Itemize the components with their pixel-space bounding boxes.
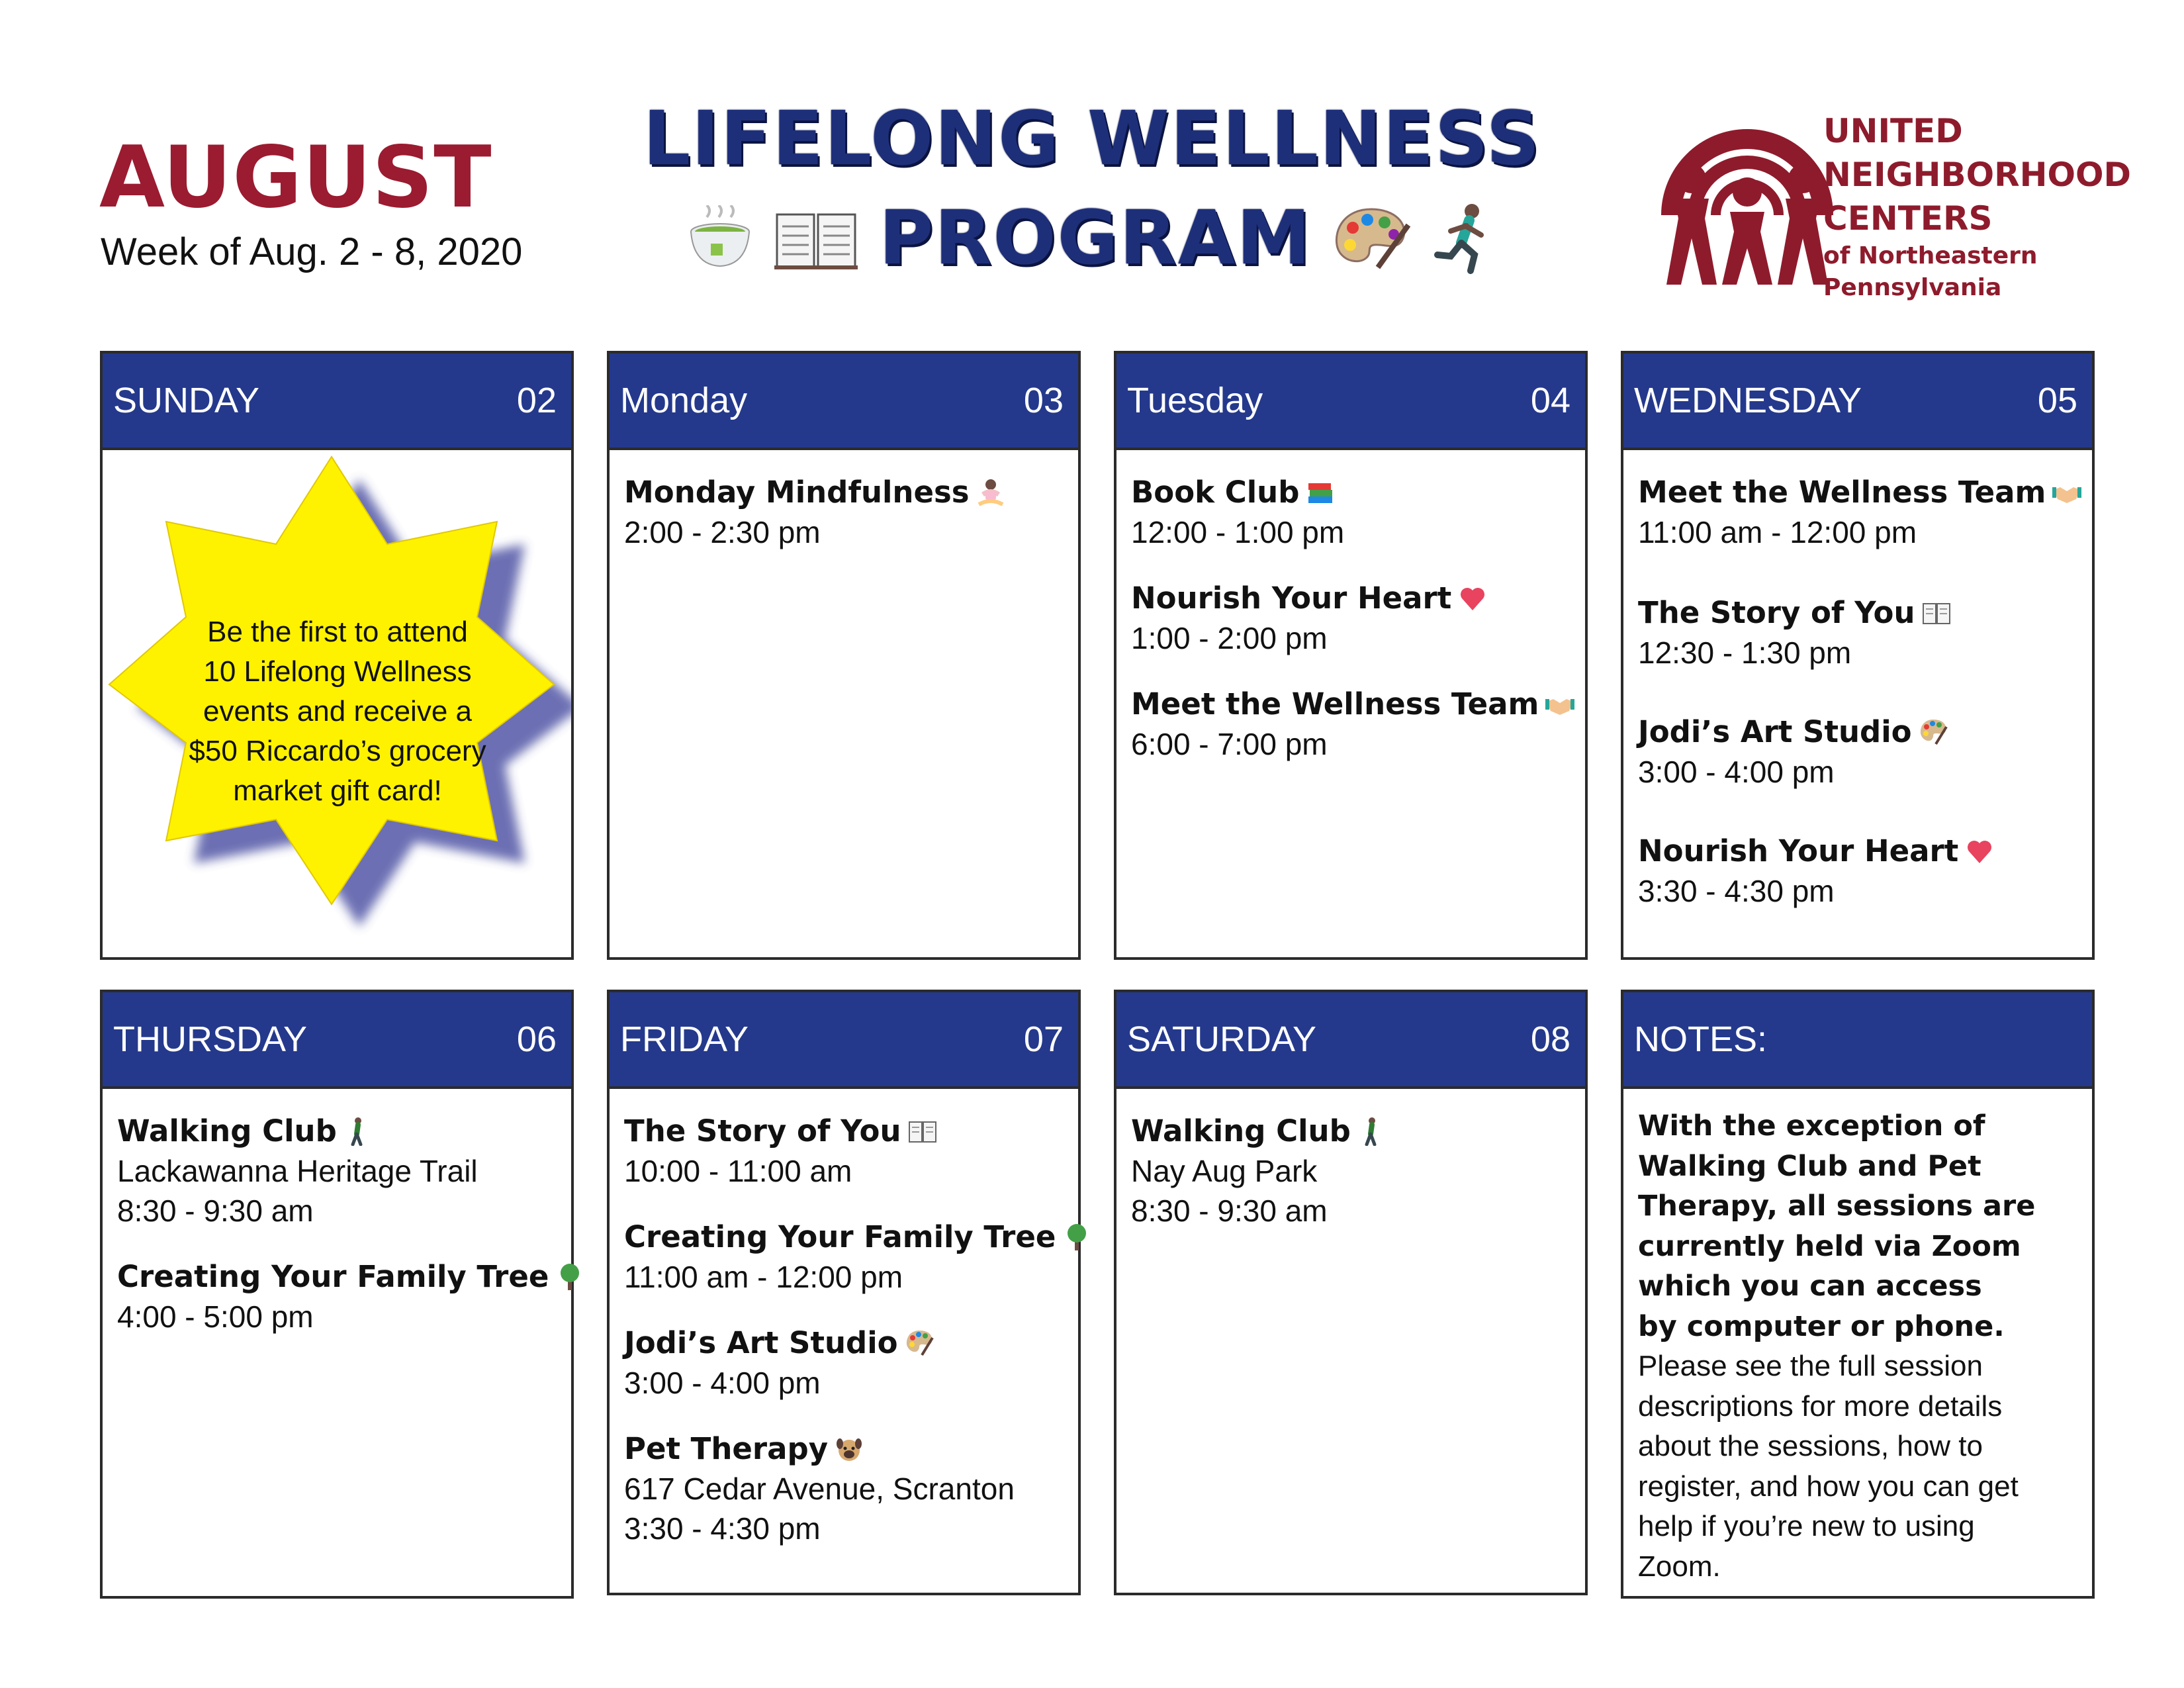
handshake-icon: [2052, 478, 2081, 507]
book-icon: [1922, 598, 1951, 628]
event-title: The Story of You: [624, 1113, 901, 1149]
event: [624, 1111, 1064, 1191]
day-name: Monday: [620, 381, 748, 420]
program-title-line2: PROGRAM: [879, 195, 1312, 281]
day-header: [610, 992, 1078, 1089]
notes-label: NOTES:: [1634, 1019, 1768, 1059]
event-title: Walking Club: [117, 1113, 337, 1149]
event-time: 2:00 - 2:30 pm: [624, 515, 821, 549]
day-date: 05: [2037, 381, 2077, 420]
program-title-line1: LIFELONG WELLNESS: [643, 96, 1541, 182]
event-time: 3:00 - 4:00 pm: [1638, 755, 1835, 789]
event-time: 1:00 - 2:00 pm: [1131, 621, 1328, 655]
event-time: 3:00 - 4:00 pm: [624, 1366, 821, 1400]
event-title: Nourish Your Heart: [1131, 581, 1452, 616]
event-location: Lackawanna Heritage Trail: [117, 1154, 478, 1188]
logo-line1: UNITED: [1823, 112, 1963, 150]
event: [1638, 831, 2077, 911]
day-name: SUNDAY: [113, 381, 260, 420]
event-title: Pet Therapy: [624, 1431, 829, 1466]
program-title: [596, 89, 1588, 288]
day-box-tuesday: [1114, 351, 1588, 960]
day-date: 02: [516, 381, 557, 420]
event: [624, 473, 1064, 552]
event: [1131, 473, 1570, 552]
event-time: 3:30 - 4:30 pm: [624, 1511, 821, 1546]
event-time: 12:00 - 1:00 pm: [1131, 515, 1345, 549]
event: [624, 1217, 1064, 1297]
event-time: 11:00 am - 12:00 pm: [624, 1260, 903, 1294]
dog-icon: [835, 1434, 864, 1464]
event-title: Jodi’s Art Studio: [1638, 714, 1912, 749]
heart-icon: [1965, 837, 1994, 866]
event-title: Monday Mindfulness: [624, 475, 970, 510]
event-time: 8:30 - 9:30 am: [117, 1194, 314, 1228]
event-location: Nay Aug Park: [1131, 1154, 1318, 1188]
walking-icon: [343, 1117, 373, 1146]
day-name: SATURDAY: [1127, 1019, 1317, 1059]
day-box-wednesday: [1621, 351, 2095, 960]
event: [1638, 593, 2077, 673]
logo-line4: of Northeastern: [1823, 242, 2038, 269]
day-header: [610, 353, 1078, 450]
logo-line5: Pennsylvania: [1823, 274, 2002, 301]
meditation-icon: [976, 478, 1005, 507]
event-title: Book Club: [1131, 475, 1300, 510]
day-date: 03: [1023, 381, 1064, 420]
day-box-monday: [607, 351, 1081, 960]
day-name: Tuesday: [1127, 381, 1263, 420]
book-icon: [773, 205, 859, 271]
event-title: The Story of You: [1638, 595, 1915, 630]
day-header: [1116, 992, 1585, 1089]
runner-icon: [1431, 202, 1497, 275]
palette-icon: [905, 1329, 934, 1358]
event-time: 6:00 - 7:00 pm: [1131, 727, 1328, 761]
day-box-thursday: [100, 990, 574, 1599]
week-subtitle: Week of Aug. 2 - 8, 2020: [101, 230, 523, 273]
day-header: [103, 992, 571, 1089]
palette-icon: [1919, 718, 1948, 747]
day-date: 08: [1530, 1019, 1570, 1059]
event-time: 12:30 - 1:30 pm: [1638, 635, 1852, 670]
day-header: [1116, 353, 1585, 450]
day-date: 07: [1023, 1019, 1064, 1059]
tea-icon: [687, 205, 753, 271]
notes-box: [1621, 990, 2095, 1599]
logo-line2: NEIGHBORHOOD: [1823, 156, 2131, 194]
event: [1638, 473, 2077, 552]
day-name: FRIDAY: [620, 1019, 749, 1059]
day-box-sunday: [100, 351, 574, 960]
event-title: Nourish Your Heart: [1638, 833, 1959, 868]
event-title: Creating Your Family Tree: [624, 1219, 1056, 1254]
day-name: THURSDAY: [113, 1019, 308, 1059]
event: [117, 1257, 557, 1336]
handshake-icon: [1545, 690, 1574, 719]
event-title: Walking Club: [1131, 1113, 1351, 1149]
event: [1131, 684, 1570, 764]
event: [1131, 579, 1570, 658]
notes-text: With the exception of Walking Club and Pet Therapy, all sessions are currently held via Zoom which you can access by computer or phone. Please see the full session descriptions for more details about the sessions, how to register, and how you can get help if you’re new to using Zoom.: [1638, 1109, 2036, 1583]
heart-icon: [1458, 584, 1487, 613]
event-title: Meet the Wellness Team: [1131, 686, 1539, 722]
event-time: 3:30 - 4:30 pm: [1638, 874, 1835, 908]
day-date: 04: [1530, 381, 1570, 420]
month-title: AUGUST: [99, 128, 492, 227]
day-box-saturday: [1114, 990, 1588, 1595]
day-box-friday: [607, 990, 1081, 1595]
day-date: 06: [516, 1019, 557, 1059]
walking-icon: [1357, 1117, 1387, 1146]
event-location: 617 Cedar Avenue, Scranton: [624, 1472, 1015, 1506]
books-icon: [1306, 478, 1335, 507]
event: [624, 1323, 1064, 1403]
notes-header: [1623, 992, 2092, 1089]
book-icon: [908, 1117, 937, 1146]
day-header: [103, 353, 571, 450]
event-time: 8:30 - 9:30 am: [1131, 1194, 1328, 1228]
day-header: [1623, 353, 2092, 450]
promo-text: Be the first to attend 10 Lifelong Wellness events and receive a $50 Riccardo’s grocery market gift card!: [189, 616, 486, 807]
logo-line3: CENTERS: [1823, 199, 1993, 238]
event: [1638, 712, 2077, 792]
event: [624, 1429, 1064, 1548]
event: [1131, 1111, 1570, 1231]
event-title: Jodi’s Art Studio: [624, 1325, 898, 1360]
event-time: 4:00 - 5:00 pm: [117, 1299, 314, 1334]
event-time: 11:00 am - 12:00 pm: [1638, 515, 1917, 549]
event: [117, 1111, 557, 1231]
day-name: WEDNESDAY: [1634, 381, 1862, 420]
tree-icon: [1062, 1223, 1091, 1252]
event-title: Meet the Wellness Team: [1638, 475, 2046, 510]
tree-icon: [555, 1262, 584, 1291]
logo-text: [1823, 109, 2131, 304]
palette-icon: [1332, 205, 1411, 271]
event-title: Creating Your Family Tree: [117, 1259, 549, 1294]
event-time: 10:00 - 11:00 am: [624, 1154, 852, 1188]
